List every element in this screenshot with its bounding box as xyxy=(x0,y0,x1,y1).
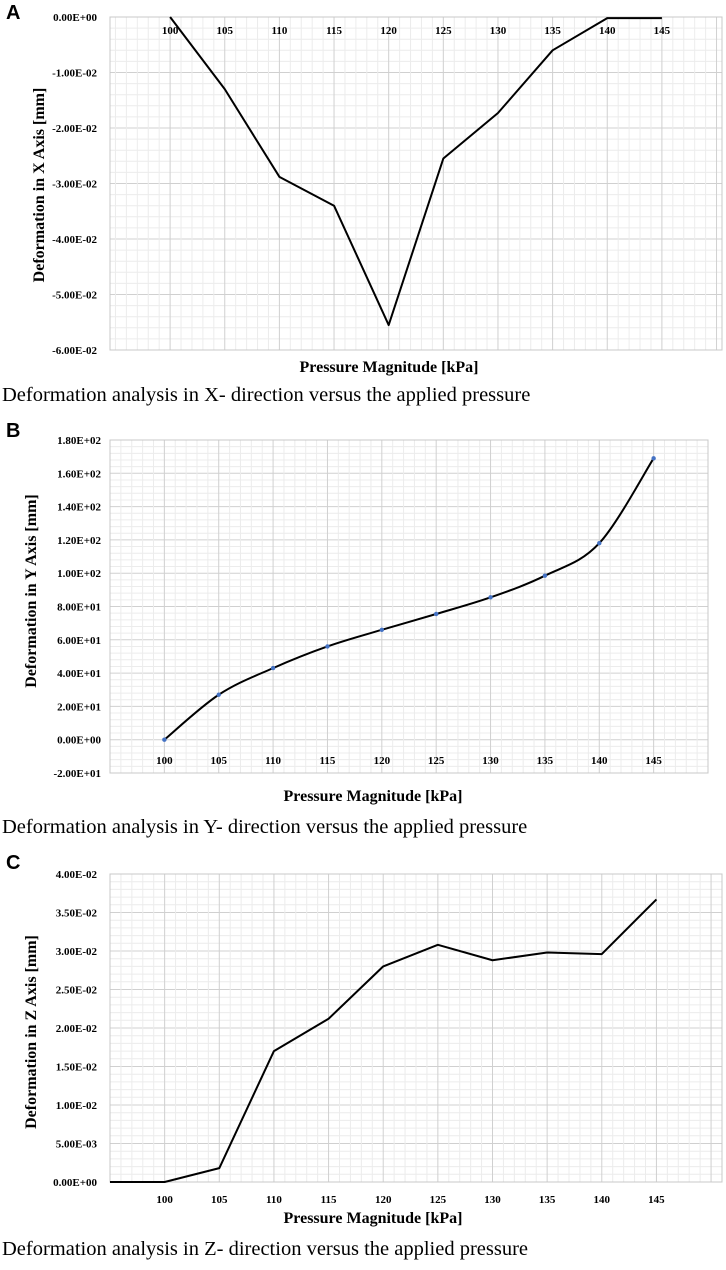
y-tick-label: 1.00E+02 xyxy=(57,568,101,581)
x-tick-label: 110 xyxy=(265,755,282,767)
x-tick-label: 130 xyxy=(489,25,507,37)
x-tick-label: 135 xyxy=(536,755,554,767)
y-axis-title: Deformation in X Axis [mm] xyxy=(31,87,48,283)
data-point xyxy=(543,573,547,577)
x-tick-label: 100 xyxy=(161,25,179,37)
y-tick-label: -6.00E-02 xyxy=(52,345,97,357)
caption-b: Deformation analysis in Y- direction versus the applied pressure xyxy=(2,816,528,838)
x-tick-label: 125 xyxy=(429,1194,447,1206)
x-tick-label: 120 xyxy=(380,25,397,37)
data-point xyxy=(597,541,601,545)
y-tick-label: 1.20E+02 xyxy=(57,534,101,547)
y-tick-label: -2.00E-02 xyxy=(52,123,97,135)
x-tick-label: 120 xyxy=(374,1194,392,1206)
x-tick-label: 100 xyxy=(156,1194,173,1206)
gridlines xyxy=(110,440,708,773)
series-line xyxy=(170,17,662,325)
data-point xyxy=(380,628,384,632)
gridlines xyxy=(110,874,722,1182)
y-axis-title: Deformation in Z Axis [mm] xyxy=(23,935,40,1129)
panel-letter-a: A xyxy=(6,2,21,24)
y-tick-label: 2.50E-02 xyxy=(55,984,97,997)
y-tick-label: 3.00E-02 xyxy=(55,946,97,958)
y-tick-label: 1.80E+02 xyxy=(57,435,101,447)
data-point xyxy=(162,738,166,742)
x-tick-label: 140 xyxy=(599,25,616,37)
y-tick-label: 2.00E+01 xyxy=(57,701,101,714)
x-axis-title: Pressure Magnitude [kPa] xyxy=(283,788,463,805)
x-tick-label: 145 xyxy=(645,755,662,767)
x-tick-label: 130 xyxy=(482,755,499,767)
caption-a: Deformation analysis in X- direction versus the applied pressure xyxy=(2,384,531,406)
x-tick-label: 145 xyxy=(653,25,671,37)
x-axis-title: Pressure Magnitude [kPa] xyxy=(283,1210,463,1227)
x-tick-label: 115 xyxy=(320,1194,337,1206)
y-tick-label: -1.00E-02 xyxy=(52,67,97,80)
y-tick-label: 1.40E+02 xyxy=(57,501,101,514)
x-tick-label: 125 xyxy=(427,755,445,767)
y-tick-label: 2.00E-02 xyxy=(55,1023,97,1035)
data-point xyxy=(271,666,275,670)
x-tick-label: 145 xyxy=(648,1194,665,1206)
data-point xyxy=(651,456,655,460)
chart-x-deformation xyxy=(0,0,726,380)
chart-y-deformation xyxy=(0,412,726,812)
x-tick-label: 135 xyxy=(538,1194,556,1206)
y-tick-label: -3.00E-02 xyxy=(52,178,97,191)
y-tick-label: 4.00E+01 xyxy=(57,668,101,681)
y-tick-label: 6.00E+01 xyxy=(57,634,101,647)
x-tick-label: 105 xyxy=(211,1194,228,1206)
panel-a xyxy=(0,0,726,412)
chart-z-deformation xyxy=(0,848,726,1238)
y-tick-label: 0.00E+00 xyxy=(53,12,97,24)
x-tick-label: 130 xyxy=(484,1194,501,1206)
y-tick-label: 1.50E-02 xyxy=(55,1061,97,1074)
x-tick-label: 135 xyxy=(544,25,561,37)
series-line xyxy=(164,458,653,739)
x-tick-label: 100 xyxy=(156,755,173,767)
gridlines xyxy=(110,17,722,350)
panel-b xyxy=(0,412,726,848)
y-tick-label: 1.00E-02 xyxy=(55,1100,97,1112)
caption-c: Deformation analysis in Z- direction versus the applied pressure xyxy=(2,1238,529,1260)
y-tick-label: 0.00E+00 xyxy=(57,734,101,747)
y-tick-label: 8.00E+01 xyxy=(57,601,101,614)
y-tick-label: 1.60E+02 xyxy=(57,468,101,481)
data-point xyxy=(434,612,438,616)
x-tick-label: 115 xyxy=(319,755,336,767)
y-tick-label: 0.00E+00 xyxy=(53,1177,97,1189)
x-tick-label: 110 xyxy=(265,1194,282,1206)
x-tick-label: 105 xyxy=(216,25,233,37)
x-tick-label: 115 xyxy=(326,25,342,37)
data-point xyxy=(217,693,221,697)
x-tick-label: 140 xyxy=(593,1194,611,1206)
data-point xyxy=(488,595,492,599)
panel-letter-b: B xyxy=(6,420,21,442)
y-tick-label: 5.00E-03 xyxy=(55,1138,97,1151)
x-tick-label: 110 xyxy=(271,25,288,37)
y-tick-label: 3.50E-02 xyxy=(55,907,97,920)
data-point xyxy=(325,644,329,648)
y-tick-label: -2.00E+01 xyxy=(53,768,101,780)
panel-letter-c: C xyxy=(6,852,21,874)
y-tick-label: -4.00E-02 xyxy=(52,234,97,246)
y-tick-label: 4.00E-02 xyxy=(55,869,97,881)
x-axis-title: Pressure Magnitude [kPa] xyxy=(299,359,479,376)
panel-c xyxy=(0,848,726,1270)
y-axis-title: Deformation in Y Axis [mm] xyxy=(23,494,40,688)
x-tick-label: 105 xyxy=(210,755,227,767)
x-tick-label: 140 xyxy=(591,755,608,767)
x-tick-label: 125 xyxy=(435,25,452,37)
y-tick-label: -5.00E-02 xyxy=(52,289,97,302)
x-tick-label: 120 xyxy=(373,755,391,767)
